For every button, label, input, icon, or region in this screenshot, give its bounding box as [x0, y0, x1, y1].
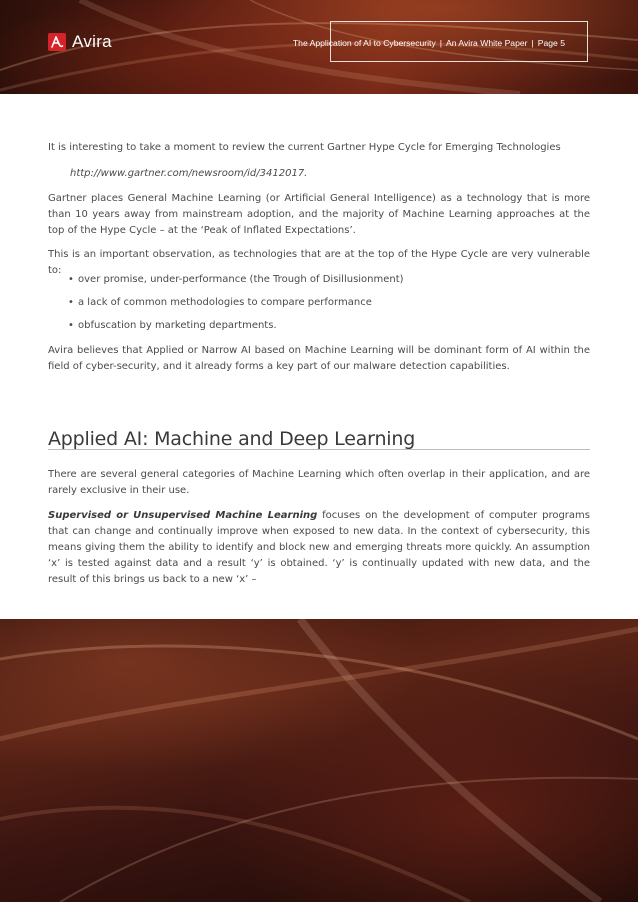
avira-logo-icon	[48, 33, 66, 51]
document-title: The Application of AI to Cybersecurity	[292, 38, 436, 48]
list-item-text: a lack of common methodologies to compare performance	[78, 297, 372, 308]
separator: |	[531, 38, 534, 48]
paragraph-avira-belief: Avira believes that Applied or Narrow AI based on Machine Learning will be dominant form of AI within the field of cyber-security, and it already forms a key part of our malware detection capabilities.	[48, 345, 590, 372]
bullet-marker: •	[68, 297, 74, 308]
paragraph-intro: It is interesting to take a moment to review the current Gartner Hype Cycle for Emerging Technologies	[48, 142, 561, 153]
term-lead: Supervised or Unsupervised Machine Learning	[48, 510, 318, 521]
brand-name: Avira	[72, 32, 112, 51]
document-type: An Avira White Paper	[445, 38, 528, 48]
list-item	[68, 272, 588, 288]
separator: |	[439, 38, 442, 48]
bullet-marker: •	[68, 274, 74, 285]
footer-swoosh-decoration	[0, 619, 638, 902]
section-heading: Applied AI: Machine and Deep Learning	[48, 431, 590, 450]
list-item-text: obfuscation by marketing departments.	[78, 320, 277, 331]
list-item	[68, 318, 588, 334]
bullet-marker: •	[68, 320, 74, 331]
paragraph-observation: This is an important observation, as technologies that are at the top of the Hype Cycle are very vulnerable to:	[48, 249, 590, 276]
avira-logo	[48, 32, 112, 52]
list-item	[68, 295, 588, 311]
paragraph-categories: There are several general categories of Machine Learning which often overlap in their application, and are rarely exclusive in their use.	[48, 469, 590, 496]
header-title	[293, 38, 565, 48]
gartner-link[interactable]: http://www.gartner.com/newsroom/id/3412017.	[70, 168, 308, 179]
page-number: Page 5	[537, 38, 565, 48]
page-footer-decoration	[0, 619, 638, 902]
paragraph-supervised	[48, 508, 590, 588]
list-item-text: over promise, under-performance (the Trough of Disillusionment)	[78, 274, 404, 285]
paragraph-supervised-text: focuses on the development of computer programs that can change and continually improve when exposed to new data. In the context of cybersecurity, this means giving them the ability to identify and block new and emerging threats more quickly. An assumption ‘x’ is tested against data and a result ‘y’ is obtained. ‘y’ is continually updated with new data, and the result of this brings us back to a new ‘x’ –	[48, 510, 590, 585]
paragraph-gartner: Gartner places General Machine Learning (or Artificial General Intelligence) as a technology that is more than 10 years away from mainstream adoption, and the majority of Machine Learning approaches at the top of the Hype Cycle – at the ‘Peak of Inflated Expectations’.	[48, 193, 590, 236]
page-header	[0, 0, 638, 94]
